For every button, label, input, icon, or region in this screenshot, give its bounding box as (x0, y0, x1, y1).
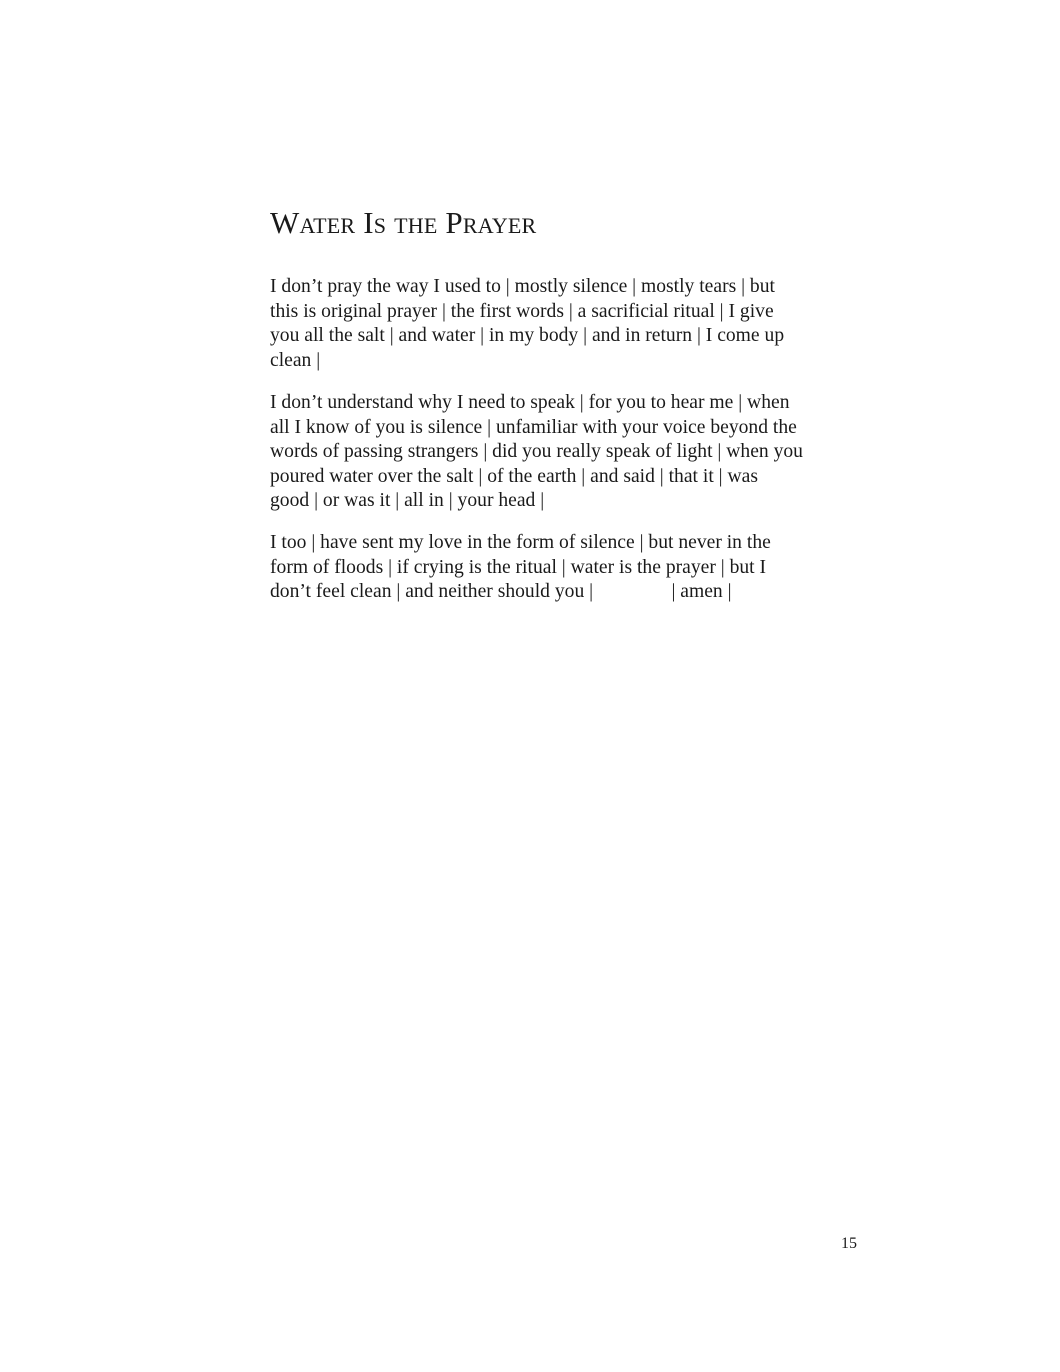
poem-line: I don’t understand why I need to speak | for you to hear me | when (270, 392, 790, 413)
poem-line: clean | (270, 349, 321, 371)
poem-line: all I know of you is silence | unfamiliar with your voice beyond the (270, 416, 797, 438)
stanza-3 (270, 531, 855, 605)
page-number: 15 (841, 1235, 857, 1252)
poem-line: poured water over the salt | of the earth | and said | that it | was (270, 465, 758, 487)
poem-line: words of passing strangers | did you really speak of light | when you (270, 441, 803, 462)
poem-line: I don’t pray the way I used to | mostly silence | mostly tears | but (270, 276, 775, 297)
poem-line: this is original prayer | the first words | a sacrificial ritual | I give (270, 300, 774, 322)
poem-line: don’t feel clean | and neither should you | | amen | (270, 581, 732, 602)
poem-line: I too | have sent my love in the form of silence | but never in the (270, 532, 771, 553)
stanza-1 (270, 275, 855, 373)
poem-line: you all the salt | and water | in my body | and in return | I come up (270, 325, 785, 346)
poem-line: form of floods | if crying is the ritual | water is the prayer | but I (270, 556, 767, 578)
poem-line: good | or was it | all in | your head | (270, 490, 545, 511)
poem-title: Water Is the Prayer (270, 205, 537, 240)
stanza-2 (270, 391, 855, 514)
